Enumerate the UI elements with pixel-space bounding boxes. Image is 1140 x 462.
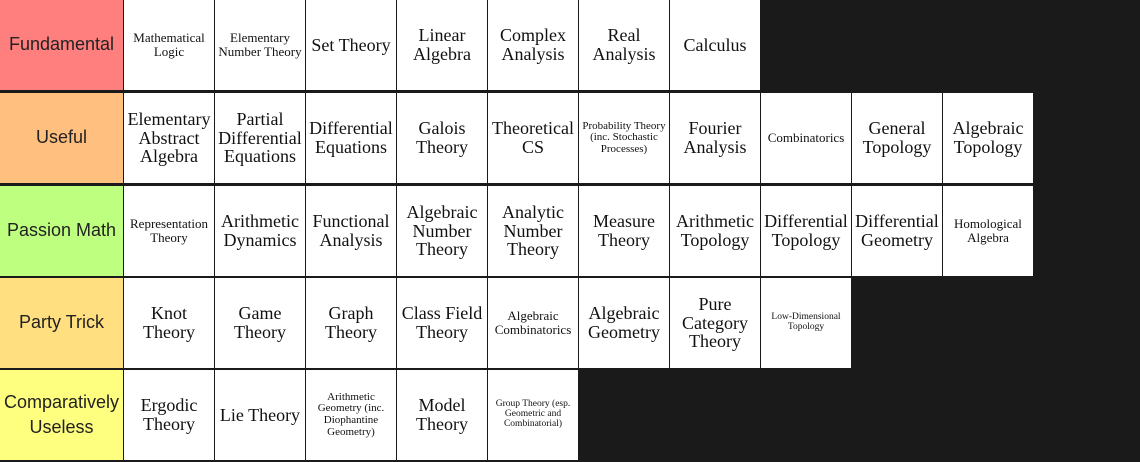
tier-row [0,370,1140,460]
tier-item[interactable]: Algebraic Geometry [579,278,669,368]
tier-item[interactable]: Class Field Theory [397,278,487,368]
tier-item[interactable]: Elementary Number Theory [215,0,305,90]
tier-item[interactable]: Calculus [670,0,760,90]
tier-row [0,186,1140,276]
tier-item[interactable]: Algebraic Number Theory [397,186,487,276]
tier-label[interactable]: Comparatively Useless [0,370,124,460]
tier-item[interactable]: Partial Differential Equations [215,93,305,183]
tier-item[interactable]: Arithmetic Topology [670,186,760,276]
tier-item[interactable]: Graph Theory [306,278,396,368]
tier-item[interactable]: Linear Algebra [397,0,487,90]
tier-item[interactable]: Mathematical Logic [124,0,214,90]
tier-item[interactable]: Arithmetic Geometry (inc. Diophantine Geometry) [306,370,396,460]
tier-item[interactable]: Galois Theory [397,93,487,183]
tier-items [124,370,578,460]
tier-item[interactable]: Set Theory [306,0,396,90]
tier-items [124,186,1033,276]
tier-row [0,278,1140,368]
tier-row [0,0,1140,90]
tier-item[interactable]: Elementary Abstract Algebra [124,93,214,183]
tier-item[interactable]: Differential Equations [306,93,396,183]
tier-item[interactable]: Homological Algebra [943,186,1033,276]
tier-item[interactable]: Complex Analysis [488,0,578,90]
tier-item[interactable]: Probability Theory (inc. Stochastic Processes) [579,93,669,183]
tier-item[interactable]: Group Theory (esp. Geometric and Combinatorial) [488,370,578,460]
tier-item[interactable]: Theoretical CS [488,93,578,183]
tier-item[interactable]: Knot Theory [124,278,214,368]
tier-item[interactable]: General Topology [852,93,942,183]
tier-item[interactable]: Combinatorics [761,93,851,183]
tier-item[interactable]: Measure Theory [579,186,669,276]
tier-item[interactable]: Fourier Analysis [670,93,760,183]
tier-item[interactable]: Pure Category Theory [670,278,760,368]
tier-row [0,93,1140,183]
tier-items [124,93,1033,183]
tier-item[interactable]: Low-Dimensional Topology [761,278,851,368]
tier-label[interactable]: Fundamental [0,0,124,90]
tier-item[interactable]: Ergodic Theory [124,370,214,460]
tier-item[interactable]: Analytic Number Theory [488,186,578,276]
tier-item[interactable]: Differential Topology [761,186,851,276]
tier-items [124,0,760,90]
tier-items [124,278,851,368]
tier-item[interactable]: Differential Geometry [852,186,942,276]
tier-label[interactable]: Useful [0,93,124,183]
tier-item[interactable]: Functional Analysis [306,186,396,276]
tier-item[interactable]: Real Analysis [579,0,669,90]
tier-label[interactable]: Passion Math [0,186,124,276]
tier-item[interactable]: Arithmetic Dynamics [215,186,305,276]
tier-label[interactable]: Party Trick [0,278,124,368]
tier-item[interactable]: Algebraic Combinatorics [488,278,578,368]
tier-item[interactable]: Algebraic Topology [943,93,1033,183]
tier-item[interactable]: Lie Theory [215,370,305,460]
tier-item[interactable]: Representation Theory [124,186,214,276]
tier-item[interactable]: Game Theory [215,278,305,368]
tier-item[interactable]: Model Theory [397,370,487,460]
